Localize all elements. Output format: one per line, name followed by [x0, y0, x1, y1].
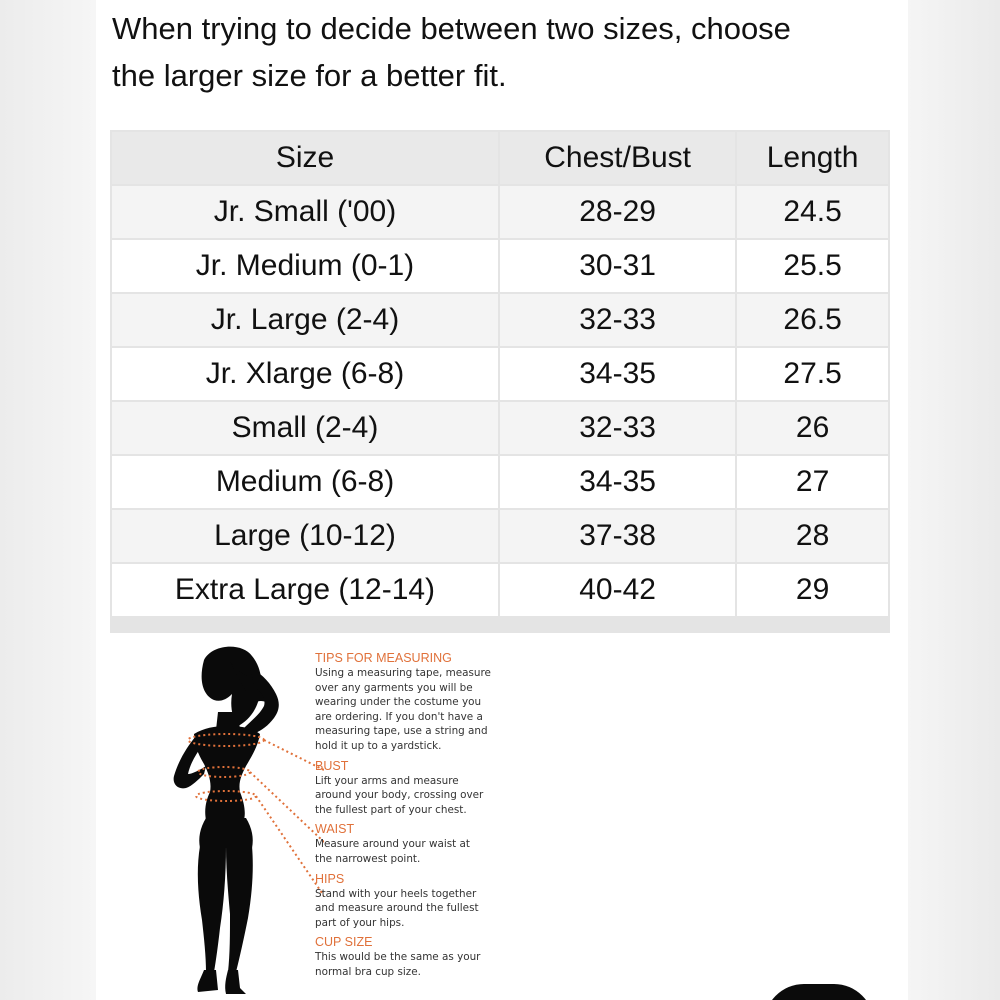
table-row — [112, 294, 888, 346]
waist-text-line: the narrowest point. — [315, 852, 421, 865]
intro-line-1: When trying to decide between two sizes, choose — [112, 11, 791, 46]
table-row — [112, 402, 888, 454]
table-row — [112, 510, 888, 562]
cell-size: Jr. Xlarge (6-8) — [112, 348, 498, 400]
right-margin — [908, 0, 1000, 1000]
cell-chest-bust: 30-31 — [500, 240, 735, 292]
cell-length: 27.5 — [737, 348, 888, 400]
tips-intro-line: are ordering. If you don't have a — [315, 710, 483, 723]
intro-line-2: the larger size for a better fit. — [112, 58, 507, 93]
bust-text-line: the fullest part of your chest. — [315, 803, 467, 816]
waist-text-line: Measure around your waist at — [315, 838, 470, 851]
measuring-tips — [315, 650, 505, 980]
left-margin — [0, 0, 96, 1000]
cell-chest-bust: 32-33 — [500, 402, 735, 454]
cell-size: Extra Large (12-14) — [112, 564, 498, 616]
cell-length: 27 — [737, 456, 888, 508]
table-header-row — [112, 132, 888, 184]
cup-size-text-line: normal bra cup size. — [315, 965, 421, 978]
table-row — [112, 564, 888, 616]
table-row — [112, 240, 888, 292]
tips-intro-line: Using a measuring tape, measure — [315, 667, 491, 679]
cell-chest-bust: 28-29 — [500, 186, 735, 238]
cell-length: 24.5 — [737, 186, 888, 238]
cell-size: Jr. Large (2-4) — [112, 294, 498, 346]
cup-size-text-line: This would be the same as your — [315, 951, 481, 964]
cell-size: Medium (6-8) — [112, 456, 498, 508]
bust-text-line: around your body, crossing over — [315, 789, 484, 802]
table-row — [112, 186, 888, 238]
cell-length: 26 — [737, 402, 888, 454]
hips-heading: HIPS — [315, 871, 345, 886]
header-chest-bust: Chest/Bust — [500, 132, 735, 184]
tips-intro-line: wearing under the costume you — [315, 696, 482, 709]
header-size: Size — [112, 132, 498, 184]
cup-size-heading: CUP SIZE — [315, 935, 373, 950]
cell-size: Jr. Small ('00) — [112, 186, 498, 238]
intro-text — [112, 5, 892, 99]
bust-text-line: Lift your arms and measure — [315, 774, 459, 787]
tips-intro-line: over any garments you will be — [315, 681, 473, 694]
cell-chest-bust: 34-35 — [500, 456, 735, 508]
woman-silhouette-illustration — [134, 642, 324, 998]
tips-title: TIPS FOR MEASURING — [315, 651, 452, 665]
measuring-guide — [112, 636, 892, 1000]
cell-length: 28 — [737, 510, 888, 562]
cell-length: 29 — [737, 564, 888, 616]
size-chart-page — [96, 0, 908, 1000]
cell-size: Jr. Medium (0-1) — [112, 240, 498, 292]
cell-length: 26.5 — [737, 294, 888, 346]
header-length: Length — [737, 132, 888, 184]
cell-chest-bust: 32-33 — [500, 294, 735, 346]
cell-chest-bust: 34-35 — [500, 348, 735, 400]
cell-size: Small (2-4) — [112, 402, 498, 454]
cell-size: Large (10-12) — [112, 510, 498, 562]
hips-text-line: Stand with your heels together — [315, 887, 477, 900]
tips-intro-line: hold it up to a yardstick. — [315, 739, 442, 752]
waist-heading: WAIST — [315, 822, 355, 837]
cell-length: 25.5 — [737, 240, 888, 292]
cell-chest-bust: 37-38 — [500, 510, 735, 562]
hips-text-line: part of your hips. — [315, 916, 405, 929]
table-row — [112, 348, 888, 400]
table-row — [112, 456, 888, 508]
size-table — [110, 130, 890, 618]
bust-heading: BUST — [315, 758, 349, 773]
tips-intro-line: measuring tape, use a string and — [315, 725, 488, 738]
cell-chest-bust: 40-42 — [500, 564, 735, 616]
hips-text-line: and measure around the fullest — [315, 902, 479, 915]
